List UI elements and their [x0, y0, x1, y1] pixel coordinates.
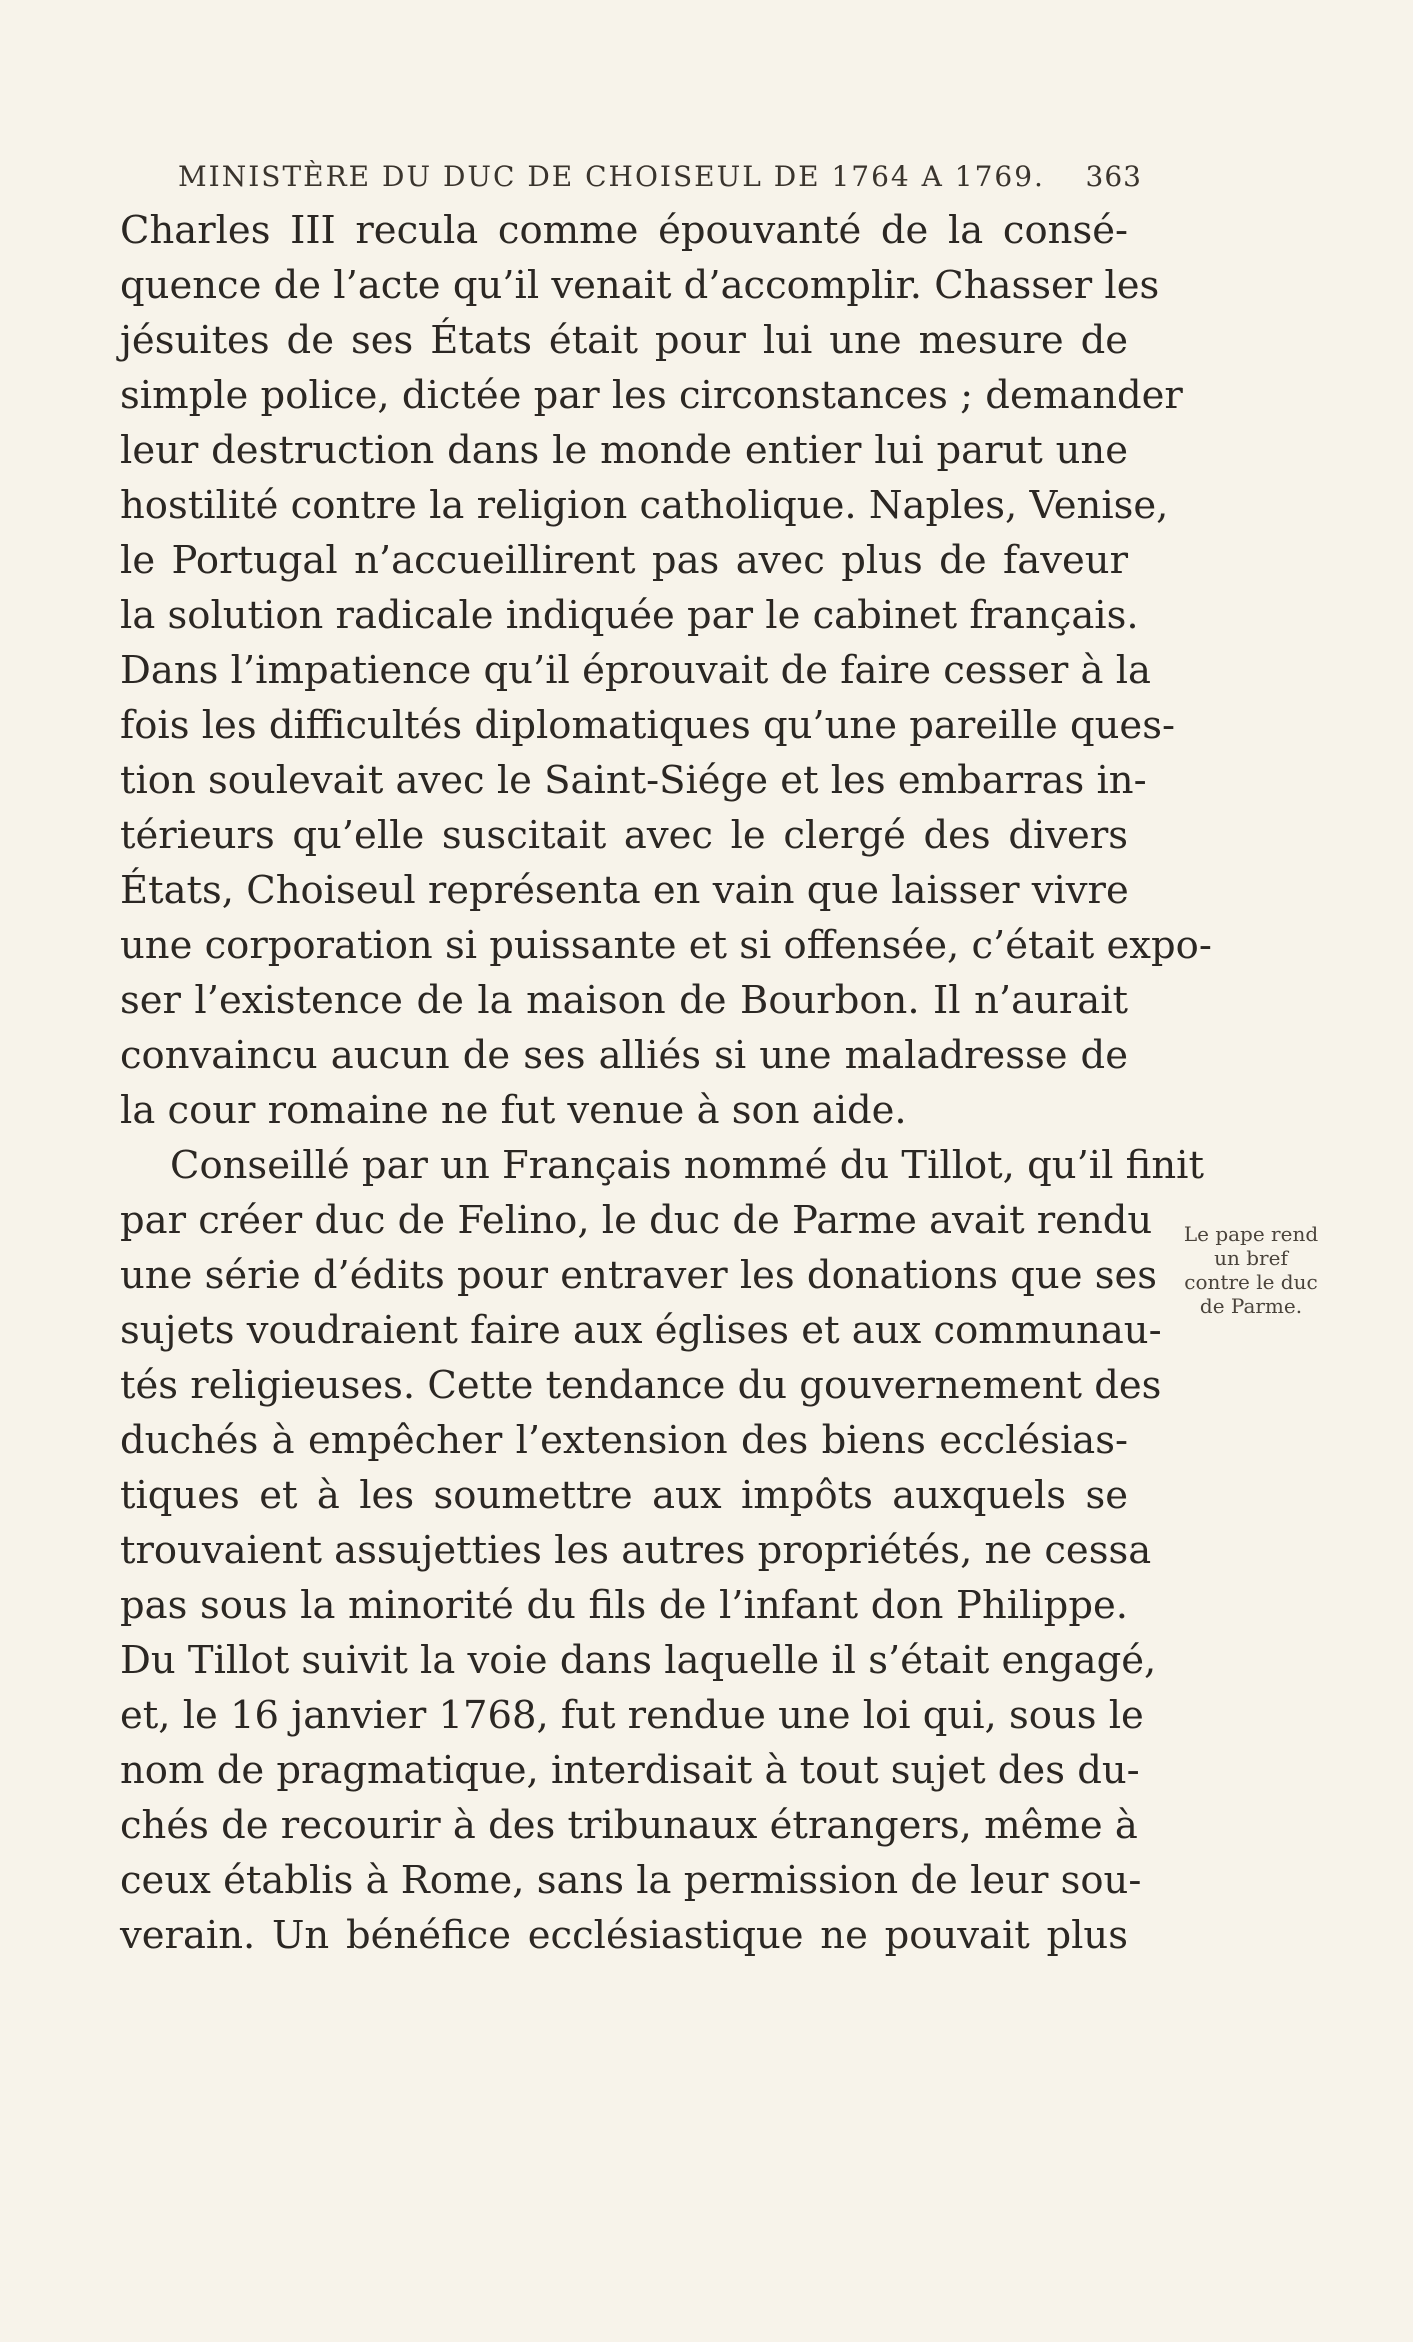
text-line: une série d’édits pour entraver les donations que ses	[120, 1253, 1158, 1298]
text-line: simple police, dictée par les circonstances ; demander	[120, 373, 1183, 418]
body-text	[120, 203, 1212, 1963]
text-line: et, le 16 janvier 1768, fut rendue une loi qui, sous le	[120, 1693, 1144, 1738]
margin-note-line: un bref	[1214, 1246, 1288, 1270]
text-line: Conseillé par un Français nommé du Tillot, qu’il finit	[170, 1143, 1204, 1188]
text-line: duchés à empêcher l’extension des biens ecclésias-	[120, 1418, 1128, 1463]
text-line: chés de recourir à des tribunaux étrangers, même à	[120, 1803, 1138, 1848]
margin-note-line: de Parme.	[1199, 1294, 1303, 1318]
text-line: la solution radicale indiquée par le cabinet français.	[120, 593, 1139, 638]
text-line: le Portugal n’accueillirent pas avec plus de faveur	[120, 538, 1128, 583]
text-line: trouvaient assujetties les autres propriétés, ne cessa	[120, 1528, 1152, 1573]
text-line: une corporation si puissante et si offensée, c’était expo-	[120, 923, 1212, 968]
text-line: hostilité contre la religion catholique. Naples, Venise,	[120, 483, 1169, 528]
margin-note-line: Le pape rend	[1183, 1222, 1319, 1246]
margin-note	[1162, 1222, 1340, 1318]
margin-note-line: contre le duc	[1184, 1270, 1318, 1294]
text-line: nom de pragmatique, interdisait à tout sujet des du-	[120, 1748, 1140, 1793]
paragraph-1	[120, 203, 1212, 1138]
text-line: tion soulevait avec le Saint-Siége et les embarras in-	[120, 758, 1147, 803]
text-line: ser l’existence de la maison de Bourbon. Il n’aurait	[120, 978, 1128, 1023]
text-line: convaincu aucun de ses alliés si une maladresse de	[120, 1033, 1128, 1078]
page-number: 363	[1085, 160, 1142, 193]
running-head-title: MINISTÈRE DU DUC DE CHOISEUL DE 1764 A 1769.	[178, 160, 1045, 193]
text-line: jésuites de ses États était pour lui une mesure de	[120, 318, 1128, 363]
text-line: Charles III recula comme épouvanté de la consé-	[120, 208, 1128, 253]
text-line: tés religieuses. Cette tendance du gouvernement des	[120, 1363, 1162, 1408]
text-line: la cour romaine ne fut venue à son aide.	[120, 1088, 907, 1133]
text-line: Dans l’impatience qu’il éprouvait de faire cesser à la	[120, 648, 1151, 693]
text-line: par créer duc de Felino, le duc de Parme avait rendu	[120, 1198, 1153, 1243]
running-head	[178, 160, 1142, 200]
paragraph-2	[120, 1138, 1204, 1963]
text-line: leur destruction dans le monde entier lui parut une	[120, 428, 1128, 473]
text-line: Du Tillot suivit la voie dans laquelle il s’était engagé,	[120, 1638, 1157, 1683]
text-line: sujets voudraient faire aux églises et aux communau-	[120, 1308, 1162, 1353]
text-line: tiques et à les soumettre aux impôts auxquels se	[120, 1473, 1128, 1518]
text-line: ceux établis à Rome, sans la permission de leur sou-	[120, 1858, 1142, 1903]
text-line: États, Choiseul représenta en vain que laisser vivre	[120, 868, 1129, 913]
text-line: térieurs qu’elle suscitait avec le clergé des divers	[120, 813, 1128, 858]
text-line: quence de l’acte qu’il venait d’accomplir. Chasser les	[120, 263, 1160, 308]
text-line: pas sous la minorité du fils de l’infant don Philippe.	[120, 1583, 1128, 1628]
text-line: verain. Un bénéfice ecclésiastique ne pouvait plus	[120, 1913, 1128, 1958]
text-line: fois les difficultés diplomatiques qu’une pareille ques-	[120, 703, 1175, 748]
